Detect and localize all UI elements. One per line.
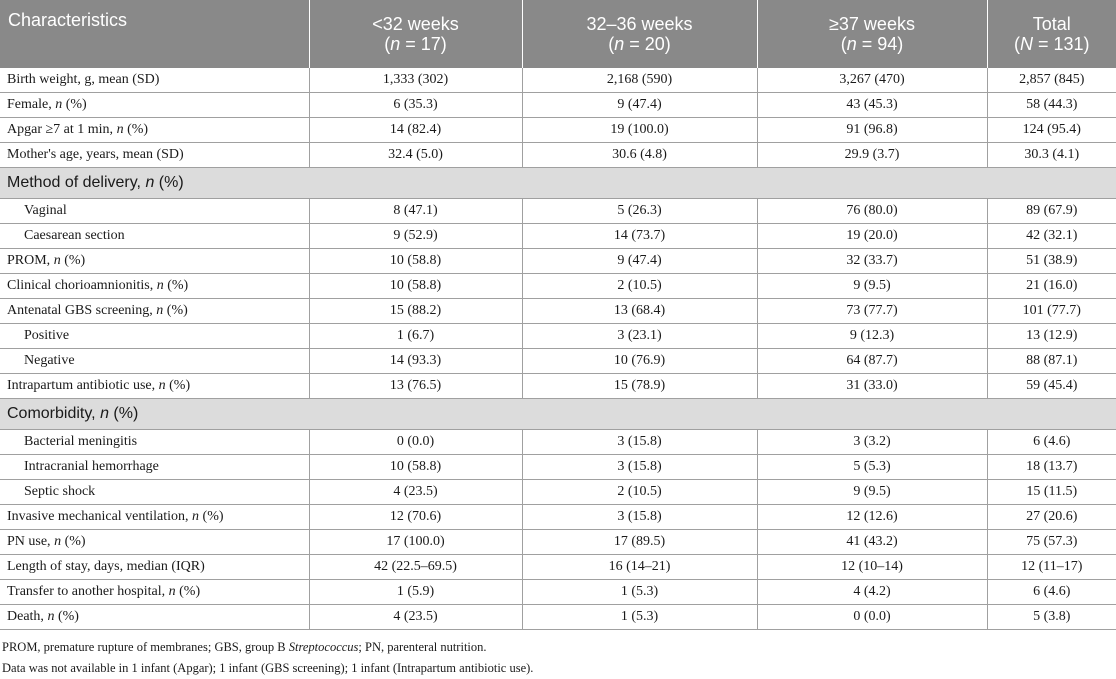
- table-row: [0, 430, 1116, 455]
- table-row: [0, 199, 1116, 224]
- table-cell: 6 (4.6): [987, 580, 1116, 605]
- table-cell: 12 (12.6): [757, 505, 987, 530]
- table-cell: 4 (23.5): [309, 480, 522, 505]
- table-cell: 10 (58.8): [309, 249, 522, 274]
- table-cell: 9 (12.3): [757, 324, 987, 349]
- row-label: Bacterial meningitis: [0, 430, 309, 455]
- table-cell: 13 (12.9): [987, 324, 1116, 349]
- table-cell: 101 (77.7): [987, 299, 1116, 324]
- table-cell: 31 (33.0): [757, 374, 987, 399]
- table-row: [0, 299, 1116, 324]
- table-cell: 9 (9.5): [757, 274, 987, 299]
- table-cell: 5 (5.3): [757, 455, 987, 480]
- header-row: [0, 0, 1116, 68]
- header-col-label: Total: [1032, 14, 1071, 34]
- row-label: Invasive mechanical ventilation, n (%): [0, 505, 309, 530]
- table-cell: 14 (93.3): [309, 349, 522, 374]
- table-cell: 27 (20.6): [987, 505, 1116, 530]
- table-cell: 15 (78.9): [522, 374, 757, 399]
- table-row: [0, 555, 1116, 580]
- header-col-label: 32–36 weeks: [586, 14, 693, 34]
- table-row: [0, 143, 1116, 168]
- row-label: Mother's age, years, mean (SD): [0, 143, 309, 168]
- row-label: Antenatal GBS screening, n (%): [0, 299, 309, 324]
- table-cell: 9 (52.9): [309, 224, 522, 249]
- table-cell: 15 (11.5): [987, 480, 1116, 505]
- table-cell: 51 (38.9): [987, 249, 1116, 274]
- section-header-row: [0, 399, 1116, 430]
- row-label: Negative: [0, 349, 309, 374]
- table-cell: 3 (15.8): [522, 505, 757, 530]
- table-row: [0, 349, 1116, 374]
- table-cell: 29.9 (3.7): [757, 143, 987, 168]
- table-cell: 9 (47.4): [522, 93, 757, 118]
- header-characteristics: Characteristics: [0, 0, 309, 68]
- header-col-32-36: 32–36 weeks (n = 20): [522, 0, 757, 68]
- table-cell: 10 (58.8): [309, 455, 522, 480]
- table-cell: 0 (0.0): [757, 605, 987, 630]
- table-cell: 30.3 (4.1): [987, 143, 1116, 168]
- table-cell: 3 (3.2): [757, 430, 987, 455]
- section-label: Comorbidity, n (%): [0, 399, 1116, 430]
- table-row: [0, 605, 1116, 630]
- section-header-row: [0, 168, 1116, 199]
- table-cell: 5 (26.3): [522, 199, 757, 224]
- table-cell: 12 (70.6): [309, 505, 522, 530]
- row-label: Length of stay, days, median (IQR): [0, 555, 309, 580]
- table-row: [0, 530, 1116, 555]
- table-cell: 8 (47.1): [309, 199, 522, 224]
- table-cell: 12 (10–14): [757, 555, 987, 580]
- table-row: [0, 374, 1116, 399]
- table-cell: 9 (9.5): [757, 480, 987, 505]
- table-cell: 14 (82.4): [309, 118, 522, 143]
- row-label: Clinical chorioamnionitis, n (%): [0, 274, 309, 299]
- table-row: [0, 505, 1116, 530]
- table-cell: 88 (87.1): [987, 349, 1116, 374]
- row-label: Intrapartum antibiotic use, n (%): [0, 374, 309, 399]
- table-cell: 32 (33.7): [757, 249, 987, 274]
- table-row: [0, 249, 1116, 274]
- footnote-abbreviations: PROM, premature rupture of membranes; GBS, group B Streptococcus; PN, parenteral nutrition.: [2, 640, 487, 654]
- table-cell: 16 (14–21): [522, 555, 757, 580]
- row-label: Female, n (%): [0, 93, 309, 118]
- table-cell: 42 (32.1): [987, 224, 1116, 249]
- table-cell: 18 (13.7): [987, 455, 1116, 480]
- table-cell: 41 (43.2): [757, 530, 987, 555]
- row-label: Vaginal: [0, 199, 309, 224]
- table-cell: 3 (15.8): [522, 455, 757, 480]
- table-cell: 12 (11–17): [987, 555, 1116, 580]
- header-col-lt32: <32 weeks (n = 17): [309, 0, 522, 68]
- table-cell: 17 (89.5): [522, 530, 757, 555]
- table-cell: 124 (95.4): [987, 118, 1116, 143]
- table-cell: 6 (4.6): [987, 430, 1116, 455]
- table-row: [0, 68, 1116, 93]
- header-col-total: Total (N = 131): [987, 0, 1116, 68]
- row-label: Apgar ≥7 at 1 min, n (%): [0, 118, 309, 143]
- table-cell: 3 (15.8): [522, 430, 757, 455]
- table-cell: 10 (58.8): [309, 274, 522, 299]
- table-cell: 89 (67.9): [987, 199, 1116, 224]
- table-cell: 30.6 (4.8): [522, 143, 757, 168]
- table-cell: 1,333 (302): [309, 68, 522, 93]
- table-cell: 14 (73.7): [522, 224, 757, 249]
- row-label: Caesarean section: [0, 224, 309, 249]
- table-cell: 1 (5.9): [309, 580, 522, 605]
- table-row: [0, 224, 1116, 249]
- table-cell: 21 (16.0): [987, 274, 1116, 299]
- table-cell: 10 (76.9): [522, 349, 757, 374]
- table-cell: 1 (5.3): [522, 580, 757, 605]
- table-cell: 9 (47.4): [522, 249, 757, 274]
- table-cell: 1 (5.3): [522, 605, 757, 630]
- table-cell: 75 (57.3): [987, 530, 1116, 555]
- table-cell: 1 (6.7): [309, 324, 522, 349]
- table-footnotes: [0, 630, 1116, 679]
- table-cell: 3 (23.1): [522, 324, 757, 349]
- header-col-label: ≥37 weeks: [829, 14, 915, 34]
- row-label: Death, n (%): [0, 605, 309, 630]
- table-cell: 2,168 (590): [522, 68, 757, 93]
- table-cell: 4 (4.2): [757, 580, 987, 605]
- table-cell: 13 (68.4): [522, 299, 757, 324]
- table-cell: 43 (45.3): [757, 93, 987, 118]
- table-cell: 17 (100.0): [309, 530, 522, 555]
- table-cell: 15 (88.2): [309, 299, 522, 324]
- row-label: PN use, n (%): [0, 530, 309, 555]
- table-cell: 64 (87.7): [757, 349, 987, 374]
- table-cell: 19 (100.0): [522, 118, 757, 143]
- table-row: [0, 480, 1116, 505]
- table-row: [0, 455, 1116, 480]
- table-cell: 2,857 (845): [987, 68, 1116, 93]
- table-row: [0, 274, 1116, 299]
- table-cell: 58 (44.3): [987, 93, 1116, 118]
- table-cell: 6 (35.3): [309, 93, 522, 118]
- table-cell: 3,267 (470): [757, 68, 987, 93]
- table-cell: 42 (22.5–69.5): [309, 555, 522, 580]
- table-cell: 76 (80.0): [757, 199, 987, 224]
- row-label: Septic shock: [0, 480, 309, 505]
- row-label: Transfer to another hospital, n (%): [0, 580, 309, 605]
- table-cell: 19 (20.0): [757, 224, 987, 249]
- table-cell: 2 (10.5): [522, 274, 757, 299]
- table-cell: 59 (45.4): [987, 374, 1116, 399]
- row-label: Birth weight, g, mean (SD): [0, 68, 309, 93]
- header-col-ge37: ≥37 weeks (n = 94): [757, 0, 987, 68]
- table-cell: 2 (10.5): [522, 480, 757, 505]
- table-row: [0, 324, 1116, 349]
- table-cell: 91 (96.8): [757, 118, 987, 143]
- table-row: [0, 580, 1116, 605]
- row-label: Intracranial hemorrhage: [0, 455, 309, 480]
- table-cell: 5 (3.8): [987, 605, 1116, 630]
- table-row: [0, 118, 1116, 143]
- header-col-label: <32 weeks: [372, 14, 459, 34]
- table-cell: 73 (77.7): [757, 299, 987, 324]
- section-label: Method of delivery, n (%): [0, 168, 1116, 199]
- table-cell: 13 (76.5): [309, 374, 522, 399]
- row-label: Positive: [0, 324, 309, 349]
- table-cell: 0 (0.0): [309, 430, 522, 455]
- footnote-missing-data: Data was not available in 1 infant (Apgar); 1 infant (GBS screening); 1 infant (Intrapartum antibiotic use).: [2, 661, 534, 675]
- table-cell: 4 (23.5): [309, 605, 522, 630]
- table-row: [0, 93, 1116, 118]
- table-cell: 32.4 (5.0): [309, 143, 522, 168]
- row-label: PROM, n (%): [0, 249, 309, 274]
